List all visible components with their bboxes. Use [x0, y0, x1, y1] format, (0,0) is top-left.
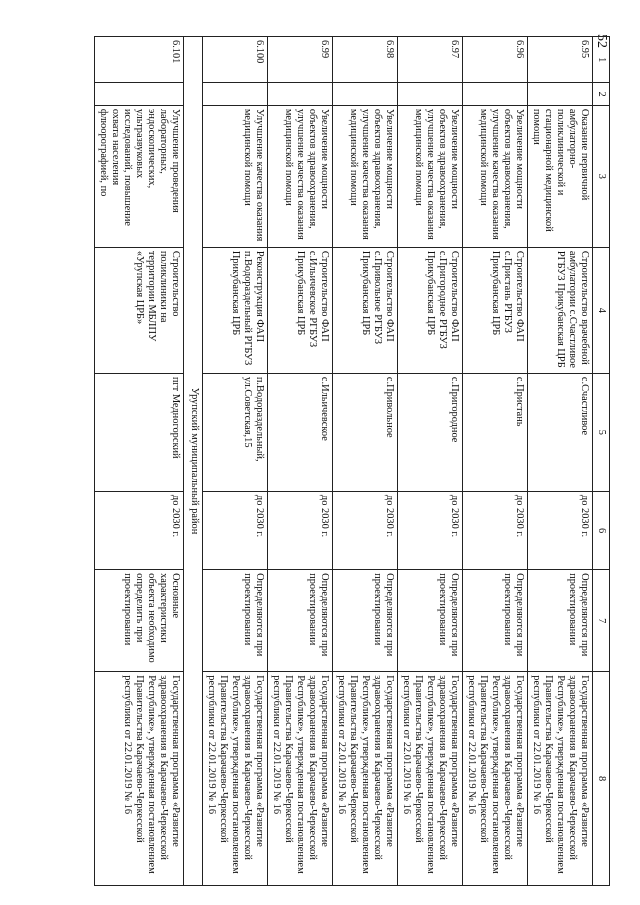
row-characteristics: Определяются при проектировании [333, 570, 398, 672]
row-location: с.Ильичевское [268, 373, 333, 491]
row-object: Строительство ФАП с.Пригородное РГБУЗ Прикубанская ЦРБ [398, 247, 463, 373]
row-term: до 2030 г. [333, 491, 398, 569]
row-column-2 [203, 83, 268, 105]
row-object: Строительство ФАП с.Ильичевское РГБУЗ Прикубанская ЦРБ [268, 247, 333, 373]
table-row [333, 37, 398, 886]
row-basis: Государственная программа «Развитие здравоохранения в Карачаево-Черкесской Республике», утвержденная постановлением Правительства Карачаево-Черкесской республики от 22.01.2019 № 16 [528, 672, 593, 886]
column-number: 4 [593, 247, 610, 373]
column-number: 3 [593, 105, 610, 247]
row-object: Реконструкция ФАП п.Водораздельный РГБУЗ Прикубанская ЦРБ [203, 247, 268, 373]
row-basis: Государственная программа «Развитие здравоохранения в Карачаево-Черкесской Республике», утвержденная постановлением Правительства Карачаево-Черкесской республики от 22.01.2019 № 16 [333, 672, 398, 886]
column-number: 8 [593, 672, 610, 886]
row-number: 6.97 [398, 37, 463, 83]
row-purpose: Оказание первичной амбулаторно-поликлинической и стационарной медицинской помощи [528, 105, 593, 247]
row-number: 6.101 [95, 37, 184, 83]
row-column-2 [463, 83, 528, 105]
row-term: до 2030 г. [203, 491, 268, 569]
row-purpose: Увеличение мощности объектов здравоохранения, улучшение качества оказания медицинской помощи [463, 105, 528, 247]
row-location: с.Пристань [463, 373, 528, 491]
row-object: Строительство врачебной амбулатории с.Счастливое РГБУЗ Прикубанская ЦРБ [528, 247, 593, 373]
row-number: 6.96 [463, 37, 528, 83]
row-basis: Государственная программа «Развитие здравоохранения в Карачаево-Черкесской Республике», утвержденная постановлением Правительства Карачаево-Черкесской республики от 22.01.2019 № 16 [463, 672, 528, 886]
row-basis: Государственная программа «Развитие здравоохранения в Карачаево-Черкесской Республике», утвержденная постановлением Правительства Карачаево-Черкесской республики от 22.01.2019 № 16 [203, 672, 268, 886]
row-location: пгт Медногорский [95, 373, 184, 491]
row-characteristics: Основные характеристики объекта необходимо определить при проектировании [95, 570, 184, 672]
row-purpose: Улучшение проведения лабораторных, эндоскопических, ультразвуковых исследований, повышение охвата населения флюорографией, по [95, 105, 184, 247]
row-term: до 2030 г. [268, 491, 333, 569]
row-purpose: Увеличение мощности объектов здравоохранения, улучшение качества оказания медицинской помощи [398, 105, 463, 247]
district-heading: Урупский муниципальный район [184, 37, 203, 886]
row-number: 6.98 [333, 37, 398, 83]
column-number-row [593, 37, 610, 886]
row-location: с.Счастливое [528, 373, 593, 491]
table-row [398, 37, 463, 886]
column-number: 2 [593, 83, 610, 105]
row-characteristics: Определяются при проектировании [203, 570, 268, 672]
row-purpose: Увеличение мощности объектов здравоохранения, улучшение качества оказания медицинской помощи [268, 105, 333, 247]
row-basis: Государственная программа «Развитие здравоохранения в Карачаево-Черкесской Республике», утвержденная постановлением Правительства Карачаево-Черкесской республики от 22.01.2019 № 16 [268, 672, 333, 886]
row-location: п.Водораздельный, ул.Советская,15 [203, 373, 268, 491]
row-object: Строительство поликлиники на территории МБЛПУ «Урупская ЦРБ» [95, 247, 184, 373]
row-object: Строительство ФАП с.Пристань РГБУЗ Прикубанская ЦРБ [463, 247, 528, 373]
row-basis: Государственная программа «Развитие здравоохранения в Карачаево-Черкесской Республике», утвержденная постановлением Правительства Карачаево-Черкесской республики от 22.01.2019 № 16 [398, 672, 463, 886]
row-characteristics: Определяются при проектировании [463, 570, 528, 672]
row-basis: Государственная программа «Развитие здравоохранения в Карачаево-Черкесской Республике», утвержденная постановлением Правительства Карачаево-Черкесской республики от 22.01.2019 № 16 [95, 672, 184, 886]
row-column-2 [95, 83, 184, 105]
row-number: 6.100 [203, 37, 268, 83]
district-heading-row [184, 37, 203, 886]
table-row [528, 37, 593, 886]
column-number: 6 [593, 491, 610, 569]
row-number: 6.95 [528, 37, 593, 83]
row-object: Строительство ФАП с.Привольное РГБУЗ Прикубанская ЦРБ [333, 247, 398, 373]
row-column-2 [268, 83, 333, 105]
row-characteristics: Определяются при проектировании [268, 570, 333, 672]
row-location: с.Привольное [333, 373, 398, 491]
page-number: 52 [594, 34, 609, 48]
table-row [203, 37, 268, 886]
row-column-2 [398, 83, 463, 105]
table-row [268, 37, 333, 886]
row-purpose: Увеличение мощности объектов здравоохранения, улучшение качества оказания медицинской помощи [333, 105, 398, 247]
table-row [95, 37, 184, 886]
row-term: до 2030 г. [528, 491, 593, 569]
row-term: до 2030 г. [463, 491, 528, 569]
row-column-2 [528, 83, 593, 105]
row-column-2 [333, 83, 398, 105]
column-number: 7 [593, 570, 610, 672]
row-term: до 2030 г. [398, 491, 463, 569]
row-characteristics: Определяются при проектировании [528, 570, 593, 672]
planned-objects-table [94, 36, 610, 886]
row-location: с.Пригородное [398, 373, 463, 491]
column-number: 1 [593, 37, 610, 83]
row-characteristics: Определяются при проектировании [398, 570, 463, 672]
table-row [463, 37, 528, 886]
row-purpose: Улучшение качества оказания медицинской помощи [203, 105, 268, 247]
row-term: до 2030 г. [95, 491, 184, 569]
row-number: 6.99 [268, 37, 333, 83]
rotated-page-content [40, 36, 610, 886]
column-number: 5 [593, 373, 610, 491]
